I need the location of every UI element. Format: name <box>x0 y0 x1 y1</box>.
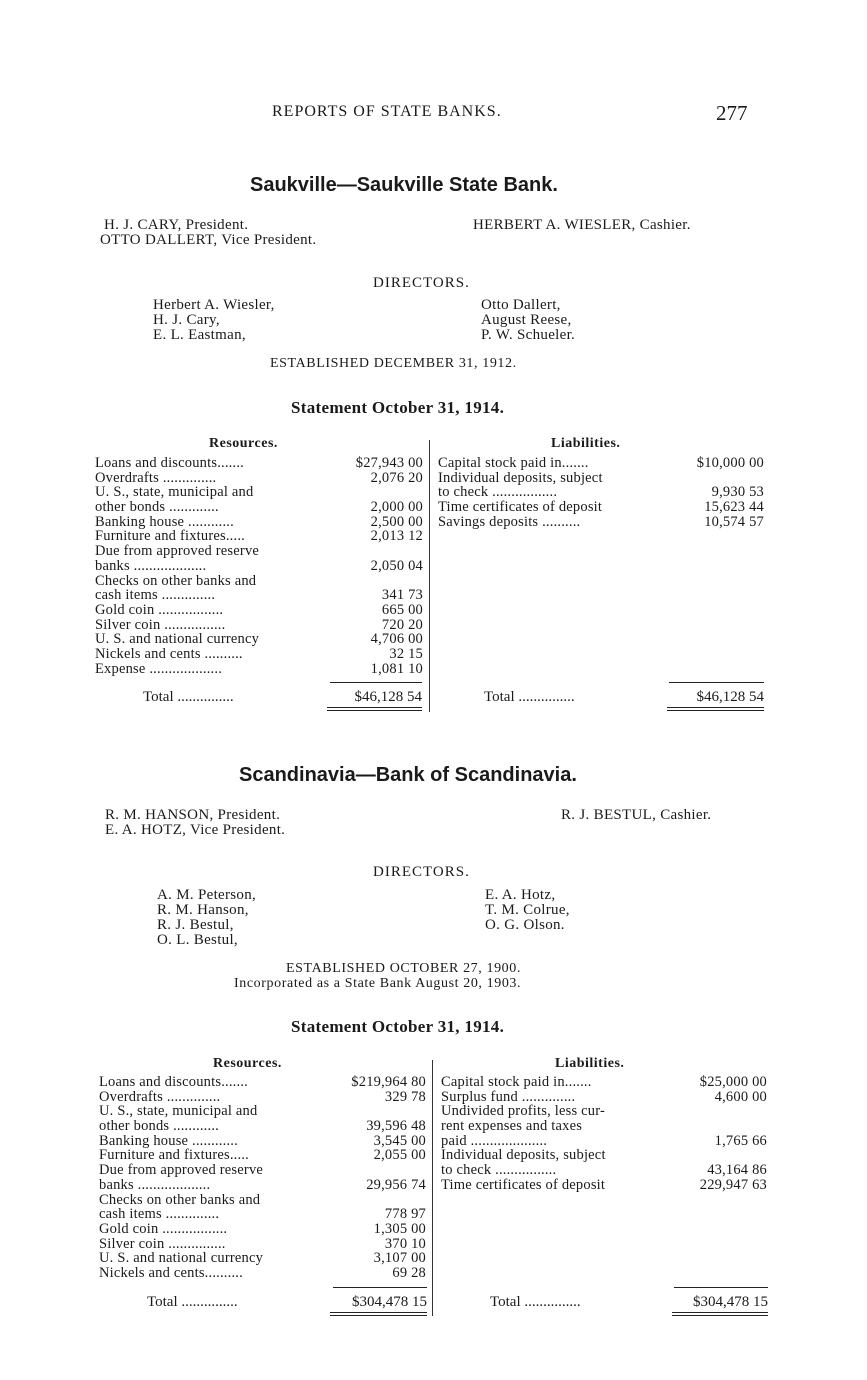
ledger-item-amount: 341 73 <box>381 587 423 604</box>
ledger-row <box>95 529 423 544</box>
ledger-row <box>99 1251 426 1266</box>
ledger-item-amount: 1,081 10 <box>370 660 423 677</box>
ledger-row <box>441 1104 767 1119</box>
ledger-item-label: paid .................... <box>441 1132 548 1149</box>
ledger-row <box>99 1266 426 1281</box>
resources-list <box>99 1075 426 1281</box>
liabilities-total: $304,478 15 <box>693 1294 768 1310</box>
ledger-row <box>99 1237 426 1252</box>
ledger-item-label: Expense ................... <box>95 660 223 677</box>
ledger-row <box>95 471 423 486</box>
ledger-row <box>95 456 423 471</box>
resources-total-label: Total ............... <box>147 1294 238 1310</box>
director-left-2: R. M. Hanson, <box>157 902 249 918</box>
ledger-item-amount: 39,596 48 <box>366 1118 426 1135</box>
director-left-2: H. J. Cary, <box>153 312 220 328</box>
ledger-item-label: U. S. and national currency <box>99 1250 264 1267</box>
ledger-item-label: Individual deposits, subject <box>441 1147 606 1164</box>
directors-heading: DIRECTORS. <box>373 864 470 880</box>
ledger-item-label: Silver coin ................ <box>95 616 226 633</box>
running-head: REPORTS OF STATE BANKS. <box>272 103 502 120</box>
column-divider <box>429 440 430 712</box>
officer-cashier: HERBERT A. WIESLER, Cashier. <box>473 217 691 233</box>
ledger-row <box>441 1134 767 1149</box>
liabilities-sum-rule <box>674 1287 768 1288</box>
ledger-row <box>99 1178 426 1193</box>
resources-heading: Resources. <box>209 436 278 451</box>
ledger-row <box>441 1163 767 1178</box>
ledger-item-amount: 69 28 <box>392 1264 426 1281</box>
column-divider <box>432 1060 433 1316</box>
ledger-item-label: Furniture and fixtures..... <box>95 528 245 545</box>
resources-double-rule-bottom <box>330 1315 427 1316</box>
ledger-item-amount: 29,956 74 <box>366 1176 426 1193</box>
ledger-row <box>438 456 764 471</box>
ledger-item-label: other bonds ............ <box>99 1118 219 1135</box>
ledger-item-label: Time certificates of deposit <box>438 499 603 516</box>
resources-double-rule-top <box>330 1312 427 1313</box>
ledger-item-label: Checks on other banks and <box>99 1191 261 1208</box>
ledger-item-amount: 2,013 12 <box>370 528 423 545</box>
ledger-row <box>95 647 423 662</box>
ledger-item-amount: 32 15 <box>389 645 423 662</box>
ledger-item-amount: 3,107 00 <box>373 1250 426 1267</box>
ledger-row <box>95 485 423 500</box>
ledger-item-amount: 10,574 57 <box>704 513 764 530</box>
resources-list <box>95 456 423 676</box>
established-date: ESTABLISHED OCTOBER 27, 1900. <box>286 961 521 976</box>
officer-cashier: R. J. BESTUL, Cashier. <box>561 807 712 823</box>
ledger-item-amount: 370 10 <box>384 1235 426 1252</box>
ledger-item-label: banks ................... <box>95 557 207 574</box>
ledger-row <box>95 618 423 633</box>
ledger-item-label: banks ................... <box>99 1176 211 1193</box>
ledger-row <box>95 603 423 618</box>
liabilities-double-rule-bottom <box>672 1315 768 1316</box>
ledger-item-label: Banking house ............ <box>95 513 234 530</box>
ledger-row <box>99 1207 426 1222</box>
ledger-item-label: Capital stock paid in....... <box>441 1074 592 1090</box>
ledger-item-label: rent expenses and taxes <box>441 1118 583 1135</box>
ledger-row <box>441 1119 767 1134</box>
ledger-row <box>99 1222 426 1237</box>
director-right-1: E. A. Hotz, <box>485 887 556 903</box>
ledger-item-amount: 4,600 00 <box>714 1088 767 1105</box>
ledger-row <box>438 485 764 500</box>
ledger-item-label: Due from approved reserve <box>99 1162 264 1179</box>
ledger-row <box>95 588 423 603</box>
officer-president: H. J. CARY, President. <box>104 217 249 233</box>
director-right-2: T. M. Colrue, <box>485 902 570 918</box>
ledger-item-label: U. S., state, municipal and <box>99 1103 258 1120</box>
director-left-4: O. L. Bestul, <box>157 932 238 948</box>
ledger-item-label: Capital stock paid in....... <box>438 455 589 471</box>
ledger-item-amount: 1,765 66 <box>714 1132 767 1149</box>
directors-heading: DIRECTORS. <box>373 275 470 291</box>
page-number: 277 <box>716 101 748 125</box>
liabilities-sum-rule <box>669 682 764 683</box>
ledger-row <box>95 662 423 677</box>
resources-sum-rule <box>333 1287 427 1288</box>
liabilities-total-label: Total ............... <box>484 689 575 705</box>
ledger-row <box>95 574 423 589</box>
ledger-row <box>441 1148 767 1163</box>
ledger-item-label: Banking house ............ <box>99 1132 238 1149</box>
ledger-row <box>99 1119 426 1134</box>
ledger-item-amount: 9,930 53 <box>711 484 764 501</box>
director-right-3: O. G. Olson. <box>485 917 565 933</box>
ledger-item-amount: 329 78 <box>384 1088 426 1105</box>
resources-double-rule-top <box>327 707 422 708</box>
ledger-item-label: Furniture and fixtures..... <box>99 1147 249 1164</box>
ledger-item-amount: 665 00 <box>381 601 423 618</box>
liabilities-heading: Liabilities. <box>551 436 621 451</box>
liabilities-double-rule-bottom <box>667 710 764 711</box>
ledger-item-amount: 229,947 63 <box>699 1176 767 1193</box>
director-left-3: E. L. Eastman, <box>153 327 246 343</box>
ledger-item-amount: 778 97 <box>384 1206 426 1223</box>
ledger-item-amount: $25,000 00 <box>699 1074 767 1090</box>
ledger-row <box>441 1178 767 1193</box>
ledger-row <box>95 632 423 647</box>
bank-title: Scandinavia—Bank of Scandinavia. <box>239 764 577 786</box>
ledger-item-amount: $219,964 80 <box>351 1074 426 1090</box>
statement-heading: Statement October 31, 1914. <box>291 398 505 417</box>
ledger-item-label: Surplus fund .............. <box>441 1088 576 1105</box>
ledger-item-label: Overdrafts .............. <box>99 1088 221 1105</box>
ledger-item-label: Individual deposits, subject <box>438 469 603 486</box>
ledger-row <box>438 500 764 515</box>
ledger-item-amount: 2,050 04 <box>370 557 423 574</box>
ledger-item-label: Silver coin ............... <box>99 1235 226 1252</box>
ledger-row <box>99 1090 426 1105</box>
ledger-row <box>95 559 423 574</box>
ledger-item-label: Undivided profits, less cur- <box>441 1103 605 1120</box>
ledger-item-label: other bonds ............. <box>95 499 219 516</box>
resources-total: $304,478 15 <box>352 1294 427 1310</box>
ledger-item-label: cash items .............. <box>99 1206 220 1223</box>
ledger-item-label: Overdrafts .............. <box>95 469 217 486</box>
ledger-item-amount: $10,000 00 <box>696 455 764 471</box>
ledger-row <box>95 500 423 515</box>
ledger-row <box>99 1134 426 1149</box>
ledger-row <box>441 1090 767 1105</box>
ledger-row <box>441 1075 767 1090</box>
ledger-item-label: Loans and discounts....... <box>99 1074 248 1090</box>
ledger-item-label: U. S. and national currency <box>95 631 260 648</box>
ledger-item-amount: 2,055 00 <box>373 1147 426 1164</box>
director-right-1: Otto Dallert, <box>481 297 561 313</box>
director-left-1: A. M. Peterson, <box>157 887 257 903</box>
ledger-item-label: Loans and discounts....... <box>95 455 244 471</box>
statement-heading: Statement October 31, 1914. <box>291 1017 505 1036</box>
officer-vice-president: E. A. HOTZ, Vice President. <box>105 822 286 838</box>
ledger-item-amount: 4,706 00 <box>370 631 423 648</box>
ledger-row <box>99 1163 426 1178</box>
director-right-3: P. W. Schueler. <box>481 327 576 343</box>
ledger-item-amount: 15,623 44 <box>704 499 764 516</box>
ledger-item-label: Nickels and cents.......... <box>99 1264 243 1281</box>
ledger-item-label: Savings deposits .......... <box>438 513 581 530</box>
ledger-item-amount: 720 20 <box>381 616 423 633</box>
ledger-item-amount: 3,545 00 <box>373 1132 426 1149</box>
ledger-row <box>438 515 764 530</box>
director-left-1: Herbert A. Wiesler, <box>153 297 275 313</box>
liabilities-list <box>441 1075 767 1193</box>
resources-sum-rule <box>330 682 422 683</box>
ledger-row <box>99 1148 426 1163</box>
liabilities-total: $46,128 54 <box>696 689 764 705</box>
ledger-row <box>99 1104 426 1119</box>
ledger-item-amount: 1,305 00 <box>373 1220 426 1237</box>
ledger-item-label: Checks on other banks and <box>95 572 257 589</box>
ledger-item-amount: 2,076 20 <box>370 469 423 486</box>
liabilities-double-rule-top <box>667 707 764 708</box>
liabilities-total-label: Total ............... <box>490 1294 581 1310</box>
liabilities-list <box>438 456 764 529</box>
ledger-item-label: to check ................. <box>438 484 558 501</box>
director-left-3: R. J. Bestul, <box>157 917 234 933</box>
ledger-item-label: Nickels and cents .......... <box>95 645 243 662</box>
director-right-2: August Reese, <box>481 312 572 328</box>
ledger-row <box>99 1193 426 1208</box>
ledger-item-label: Gold coin ................. <box>99 1220 228 1237</box>
ledger-item-label: Gold coin ................. <box>95 601 224 618</box>
resources-double-rule-bottom <box>327 710 422 711</box>
ledger-row <box>95 515 423 530</box>
incorporated-date: Incorporated as a State Bank August 20, 1903. <box>234 976 522 991</box>
ledger-item-amount: 43,164 86 <box>707 1162 767 1179</box>
resources-total-label: Total ............... <box>143 689 234 705</box>
ledger-row <box>438 471 764 486</box>
ledger-item-amount: 2,500 00 <box>370 513 423 530</box>
ledger-item-label: to check ................ <box>441 1162 557 1179</box>
officer-president: R. M. HANSON, President. <box>105 807 281 823</box>
bank-title: Saukville—Saukville State Bank. <box>250 174 558 196</box>
ledger-item-label: Due from approved reserve <box>95 543 260 560</box>
liabilities-heading: Liabilities. <box>555 1056 625 1071</box>
resources-heading: Resources. <box>213 1056 282 1071</box>
ledger-item-amount: $27,943 00 <box>355 455 423 471</box>
ledger-item-label: Time certificates of deposit <box>441 1176 606 1193</box>
established-date: ESTABLISHED DECEMBER 31, 1912. <box>270 356 517 371</box>
ledger-row <box>99 1075 426 1090</box>
ledger-row <box>95 544 423 559</box>
liabilities-double-rule-top <box>672 1312 768 1313</box>
ledger-item-label: U. S., state, municipal and <box>95 484 254 501</box>
ledger-item-label: cash items .............. <box>95 587 216 604</box>
resources-total: $46,128 54 <box>354 689 422 705</box>
officer-vice-president: OTTO DALLERT, Vice President. <box>100 232 317 248</box>
ledger-item-amount: 2,000 00 <box>370 499 423 516</box>
